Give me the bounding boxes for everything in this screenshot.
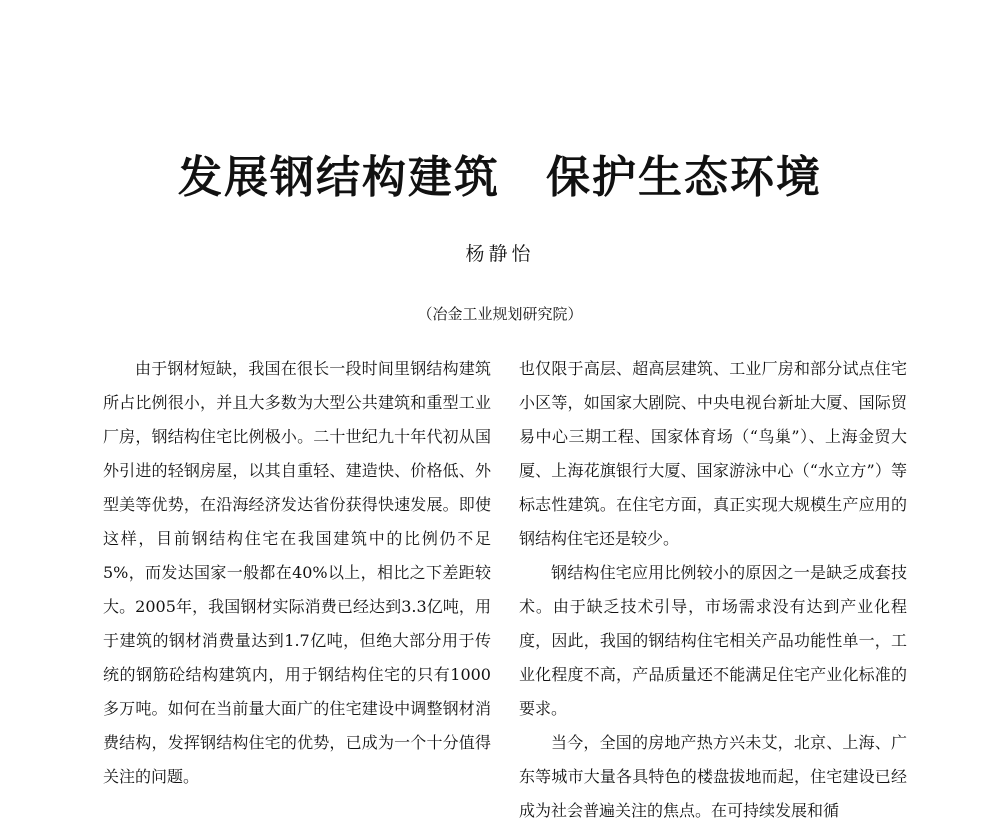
paragraph: 当今，全国的房地产热方兴未艾，北京、上海、广东等城市大量各具特色的楼盘拔地而起，住宅建设已经成为社会普遍关注的焦点。在可持续发展和循 xyxy=(519,733,907,820)
author-affiliation: （冶金工业规划研究院） xyxy=(417,305,583,323)
paragraph: 钢结构住宅应用比例较小的原因之一是缺乏成套技术。由于缺乏技术引导，市场需求没有达到产业化程度，因此，我国的钢结构住宅相关产品功能性单一，工业化程度不高，产品质量还不能满足住宅产业化标准的要求。 xyxy=(519,563,907,718)
right-column xyxy=(519,352,907,828)
paragraph: 也仅限于高层、超高层建筑、工业厂房和部分试点住宅小区等，如国家大剧院、中央电视台新址大厦、国际贸易中心三期工程、国家体育场（“鸟巢”）、上海金贸大厦、上海花旗银行大厦、国家游泳中心（“水立方”）等标志性建筑。在住宅方面，真正实现大规模生产应用的钢结构住宅还是较少。 xyxy=(519,359,907,548)
paragraph: 由于钢材短缺，我国在很长一段时间里钢结构建筑所占比例很小，并且大多数为大型公共建筑和重型工业厂房，钢结构住宅比例极小。二十世纪九十年代初从国外引进的轻钢房屋，以其自重轻、建造快、价格低、外型美等优势，在沿海经济发达省份获得快速发展。即使这样，目前钢结构住宅在我国建筑中的比例仍不足5%，而发达国家一般都在40%以上，相比之下差距较大。2005年，我国钢材实际消费已经达到3.3亿吨，用于建筑的钢材消费量达到1.7亿吨，但绝大部分用于传统的钢筋砼结构建筑内，用于钢结构住宅的只有1000多万吨。如何在当前量大面广的住宅建设中调整钢材消费结构，发挥钢结构住宅的优势，已成为一个十分值得关注的问题。 xyxy=(103,359,491,786)
author-name: 杨静怡 xyxy=(465,243,535,265)
left-column xyxy=(103,352,491,794)
article-title: 发展钢结构建筑 保护生态环境 xyxy=(178,152,822,203)
